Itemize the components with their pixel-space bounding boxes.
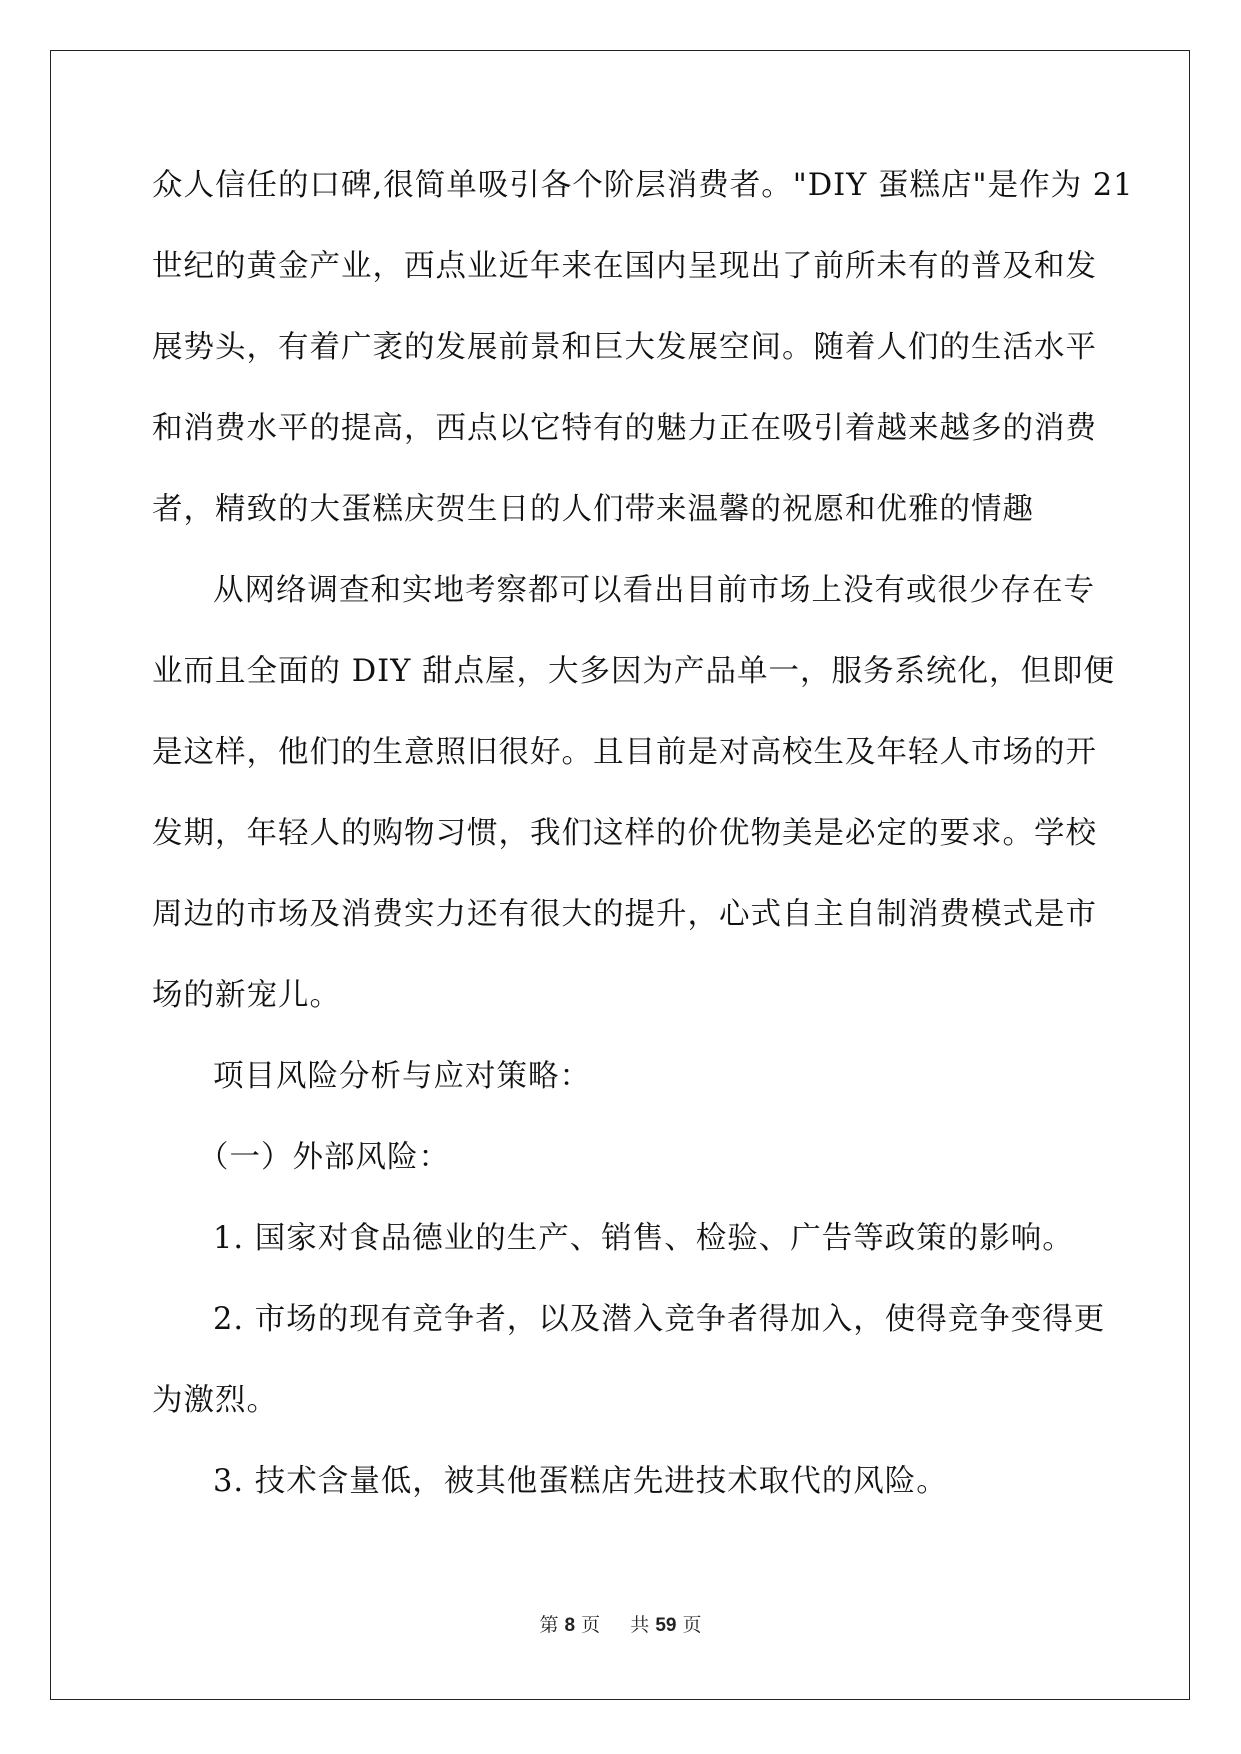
total-label-suffix: 页 <box>682 1614 702 1636</box>
list-item: 1. 国家对食品德业的生产、销售、检验、广告等政策的影响。 <box>213 1221 1074 1256</box>
section-heading: 项目风险分析与应对策略： <box>213 1059 591 1094</box>
list-item: 2. 市场的现有竞争者，以及潜入竞争者得加入，使得竞争变得更 <box>213 1302 1106 1337</box>
text-line: 为激烈。 <box>152 1383 278 1418</box>
total-label-prefix: 共 <box>630 1614 650 1636</box>
text-line: 场的新宠儿。 <box>152 978 341 1013</box>
text-line: 众人信任的口碑,很简单吸引各个阶层消费者。"DIY 蛋糕店"是作为 21 <box>152 168 1134 203</box>
text-line: 发期，年轻人的购物习惯，我们这样的价优物美是必定的要求。学校 <box>152 816 1097 851</box>
text-line: 周边的市场及消费实力还有很大的提升，心式自主自制消费模式是市 <box>152 897 1097 932</box>
page-total: 59 <box>655 1615 677 1636</box>
page-footer <box>0 1610 1241 1637</box>
document-body <box>152 162 1134 1539</box>
text-line: 从网络调查和实地考察都可以看出目前市场上没有或很少存在专 <box>213 573 1095 608</box>
text-line: 业而且全面的 DIY 甜点屋，大多因为产品单一，服务系统化，但即便 <box>152 654 1116 689</box>
subsection-heading: （一）外部风险： <box>198 1140 450 1175</box>
text-line: 世纪的黄金产业，西点业近年来在国内呈现出了前所未有的普及和发 <box>152 249 1097 284</box>
list-item: 3. 技术含量低，被其他蛋糕店先进技术取代的风险。 <box>213 1464 948 1499</box>
page-label-prefix: 第 <box>539 1614 559 1636</box>
text-line: 展势头，有着广袤的发展前景和巨大发展空间。随着人们的生活水平 <box>152 330 1097 365</box>
text-line: 者，精致的大蛋糕庆贺生日的人们带来温馨的祝愿和优雅的情趣 <box>152 492 1034 527</box>
text-line: 和消费水平的提高，西点以它特有的魅力正在吸引着越来越多的消费 <box>152 411 1097 446</box>
text-line: 是这样，他们的生意照旧很好。且目前是对高校生及年轻人市场的开 <box>152 735 1097 770</box>
page-current: 8 <box>564 1615 576 1636</box>
page-label-suffix: 页 <box>581 1614 601 1636</box>
